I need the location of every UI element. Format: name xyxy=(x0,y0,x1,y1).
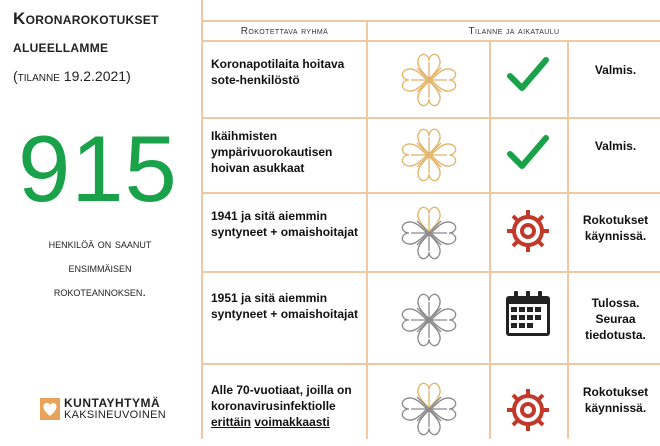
header-status: Tilanne ja aikataulu xyxy=(468,26,560,37)
table-row-5-group: Alle 70-vuotiaat, joilla on koronavirusinfektiolle erittäin voimakkaasti xyxy=(211,383,352,429)
title-line-1: Koronarokotukset xyxy=(13,9,159,28)
table-row-3-status: Rokotukset käynnissä. xyxy=(582,213,649,243)
gear-icon xyxy=(503,385,553,435)
logo xyxy=(40,396,200,426)
table-row-2-status: Valmis. xyxy=(594,139,637,153)
table-row-1-group: Koronapotilaita hoitava sote-henkilöstö xyxy=(211,57,345,87)
vaccination-table xyxy=(201,0,660,439)
header-group: Rokotettava ryhmä xyxy=(240,26,329,37)
table-row-3-group: 1941 ja sitä aiemmin syntyneet + omaishoitajat xyxy=(211,209,359,239)
logo-line-2: KAKSINEUVOINEN xyxy=(64,409,167,421)
table-row-4-status: Tulossa. Seuraa tiedotusta. xyxy=(585,296,646,342)
count-description xyxy=(10,232,190,304)
title-line-2: alueellamme xyxy=(13,37,109,56)
clover-icon-grey xyxy=(394,288,464,357)
logo-line-1: KUNTAYHTYMÄ xyxy=(64,396,161,410)
clover-icon-half xyxy=(394,201,464,270)
desc-line-3: rokoteannoksen. xyxy=(53,284,147,299)
table-row-4-group: 1951 ja sitä aiemmin syntyneet + omaishoitajat xyxy=(211,291,359,321)
clover-icon-gold xyxy=(394,123,464,192)
status-date: (tilanne 19.2.2021) xyxy=(13,68,131,84)
table-row-5-status: Rokotukset käynnissä. xyxy=(582,385,649,415)
vaccinated-count: 915 xyxy=(18,116,178,221)
desc-line-2: ensimmäisen xyxy=(68,260,132,275)
heart-logo-icon xyxy=(40,398,60,420)
clover-icon-half xyxy=(394,377,464,446)
check-icon xyxy=(506,54,550,94)
calendar-icon xyxy=(503,290,553,338)
table-row-1-status: Valmis. xyxy=(594,63,637,77)
desc-line-1: henkilöä on saanut xyxy=(48,236,152,251)
gear-icon xyxy=(503,206,553,256)
check-icon xyxy=(506,132,550,172)
table-row-2-group: Ikäihmisten ympärivuorokautisen hoivan asukkaat xyxy=(211,129,333,175)
sidebar xyxy=(0,0,200,439)
clover-icon-gold xyxy=(394,48,464,117)
page-title xyxy=(13,5,198,61)
